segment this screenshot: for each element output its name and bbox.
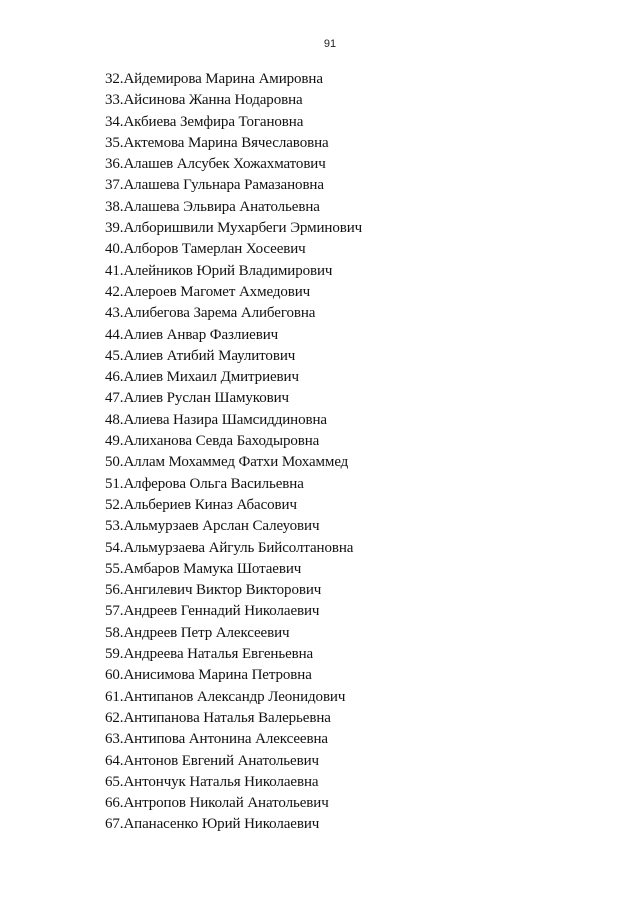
- list-item: 50.Аллам Мохаммед Фатхи Мохаммед: [105, 454, 349, 471]
- list-item: 66.Антропов Николай Анатольевич: [105, 795, 329, 812]
- list-item: 49.Алиханова Севда Баходыровна: [105, 433, 320, 450]
- list-item: 65.Антончук Наталья Николаевна: [105, 773, 319, 790]
- list-item: 62.Антипанова Наталья Валерьевна: [105, 709, 331, 726]
- list-item: 64.Антонов Евгений Анатольевич: [105, 752, 319, 769]
- list-item: 47.Алиев Руслан Шамукович: [105, 390, 289, 407]
- list-item: 52.Альбериев Киназ Абасович: [105, 496, 297, 513]
- list-item: 32.Айдемирова Марина Амировна: [105, 71, 323, 87]
- list-item: 34.Акбиева Земфира Тогановна: [105, 113, 304, 130]
- list-item: 36.Алашев Алсубек Хожахматович: [105, 156, 326, 173]
- list-item: 54.Альмурзаева Айгуль Бийсолтановна: [105, 539, 354, 556]
- list-item: 41.Алейников Юрий Владимирович: [105, 262, 333, 279]
- list-item: 38.Алашева Эльвира Анатольевна: [105, 198, 320, 215]
- list-item: 35.Актемова Марина Вячеславовна: [105, 134, 329, 151]
- list-item: 42.Алероев Магомет Ахмедович: [105, 283, 311, 300]
- list-item: 58.Андреев Петр Алексеевич: [105, 624, 290, 641]
- list-item: 53.Альмурзаев Арслан Салеуович: [105, 518, 320, 535]
- name-list: [105, 69, 362, 836]
- list-item: 60.Анисимова Марина Петровна: [105, 667, 312, 684]
- list-item: 44.Алиев Анвар Фазлиевич: [105, 326, 279, 343]
- list-item: 45.Алиев Атибий Маулитович: [105, 347, 296, 364]
- list-item: 59.Андреева Наталья Евгеньевна: [105, 646, 314, 663]
- list-item: 40.Алборов Тамерлан Хосеевич: [105, 241, 306, 258]
- list-item: 55.Амбаров Мамука Шотаевич: [105, 560, 302, 577]
- list-item: 57.Андреев Геннадий Николаевич: [105, 603, 320, 620]
- list-item: 37.Алашева Гульнара Рамазановна: [105, 177, 324, 194]
- list-item: 39.Алборишвили Мухарбеги Эрминович: [105, 220, 363, 237]
- list-item: 67.Апанасенко Юрий Николаевич: [105, 816, 320, 833]
- page-number: 91: [323, 38, 337, 50]
- list-item: 51.Алферова Ольга Васильевна: [105, 475, 304, 492]
- list-item: 63.Антипова Антонина Алексеевна: [105, 731, 328, 748]
- list-item: 33.Айсинова Жанна Нодаровна: [105, 92, 303, 109]
- list-item: 46.Алиев Михаил Дмитриевич: [105, 369, 299, 386]
- list-item: 48.Алиева Назира Шамсиддиновна: [105, 411, 327, 428]
- list-item: 56.Ангилевич Виктор Викторович: [105, 582, 322, 599]
- list-item: 61.Антипанов Александр Леонидович: [105, 688, 346, 705]
- list-item: 43.Алибегова Зарема Алибеговна: [105, 305, 316, 322]
